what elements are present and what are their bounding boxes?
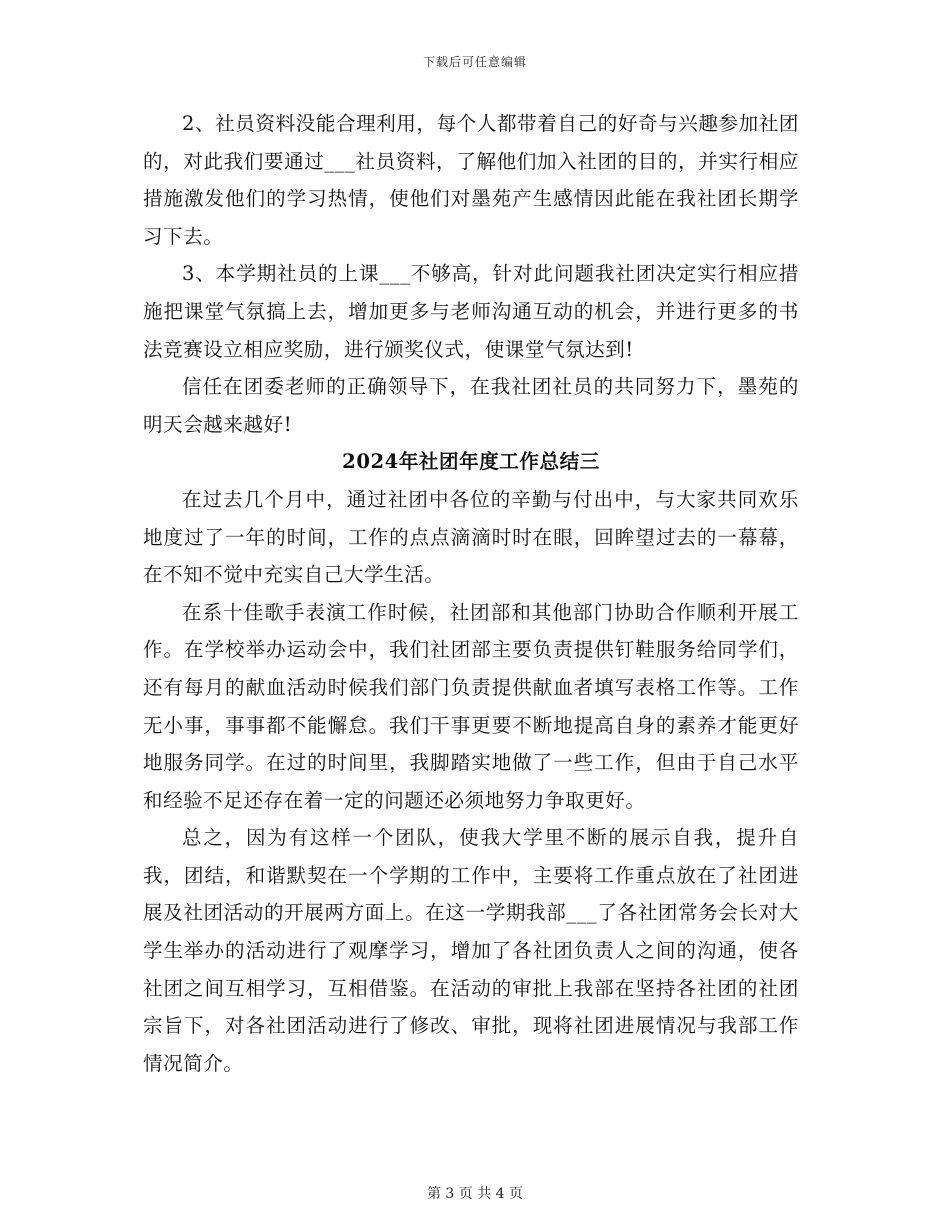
section-title: 2024年社团年度工作总结三 [342,450,600,474]
document-body [143,105,799,1082]
page-header-note: 下载后可任意编辑 [422,55,527,69]
paragraph-intro: 在过去几个月中，通过社团中各位的辛勤与付出中，与大家共同欢乐地度过了一年的时间，工作的点点滴滴时时在眼，回眸望过去的一幕幕，在不知不觉中充实自己大学生活。 [143,487,799,587]
paragraph-work: 在系十佳歌手表演工作时候，社团部和其他部门协助合作顺利开展工作。在学校举办运动会中，我们社团部主要负责提供钉鞋服务给同学们，还有每月的献血活动时候我们部门负责提供献血者填写表格工作等。工作无小事，事事都不能懈怠。我们干事更要不断地提高自身的素养才能更好地服务同学。在过的时间里，我脚踏实地做了一些工作，但由于自己水平和经验不足还存在着一定的问题还必须地努力争取更好。 [143,600,799,812]
paragraph-item-2: 2、社员资料没能合理利用，每个人都带着自己的好奇与兴趣参加社团的，对此我们要通过___社员资料，了解他们加入社团的目的，并实行相应措施激发他们的学习热情，使他们对墨苑产生感情因此能在我社团长期学习下去。 [143,112,799,248]
paragraph-item-3: 3、本学期社员的上课___不够高，针对此问题我社团决定实行相应措施把课堂气氛搞上去，增加更多与老师沟通互动的机会，并进行更多的书法竞赛设立相应奖励，进行颁奖仪式，使课堂气氛达到! [143,262,799,361]
paragraph-summary: 总之，因为有这样一个团队，使我大学里不断的展示自我，提升自我，团结，和谐默契在一个学期的工作中，主要将工作重点放在了社团进展及社团活动的开展两方面上。在这一学期我部___了各社团常务会长对大学生举办的活动进行了观摩学习，增加了各社团负责人之间的沟通，使各社团之间互相学习，互相借鉴。在活动的审批上我部在坚持各社团的社团宗旨下，对各社团活动进行了修改、审批，现将社团进展情况与我部工作情况简介。 [143,826,799,1075]
paragraph-closing: 信任在团委老师的正确领导下，在我社团社员的共同努力下，墨苑的明天会越来越好! [143,375,799,436]
page-number: 第 3 页 共 4 页 [426,1186,524,1202]
